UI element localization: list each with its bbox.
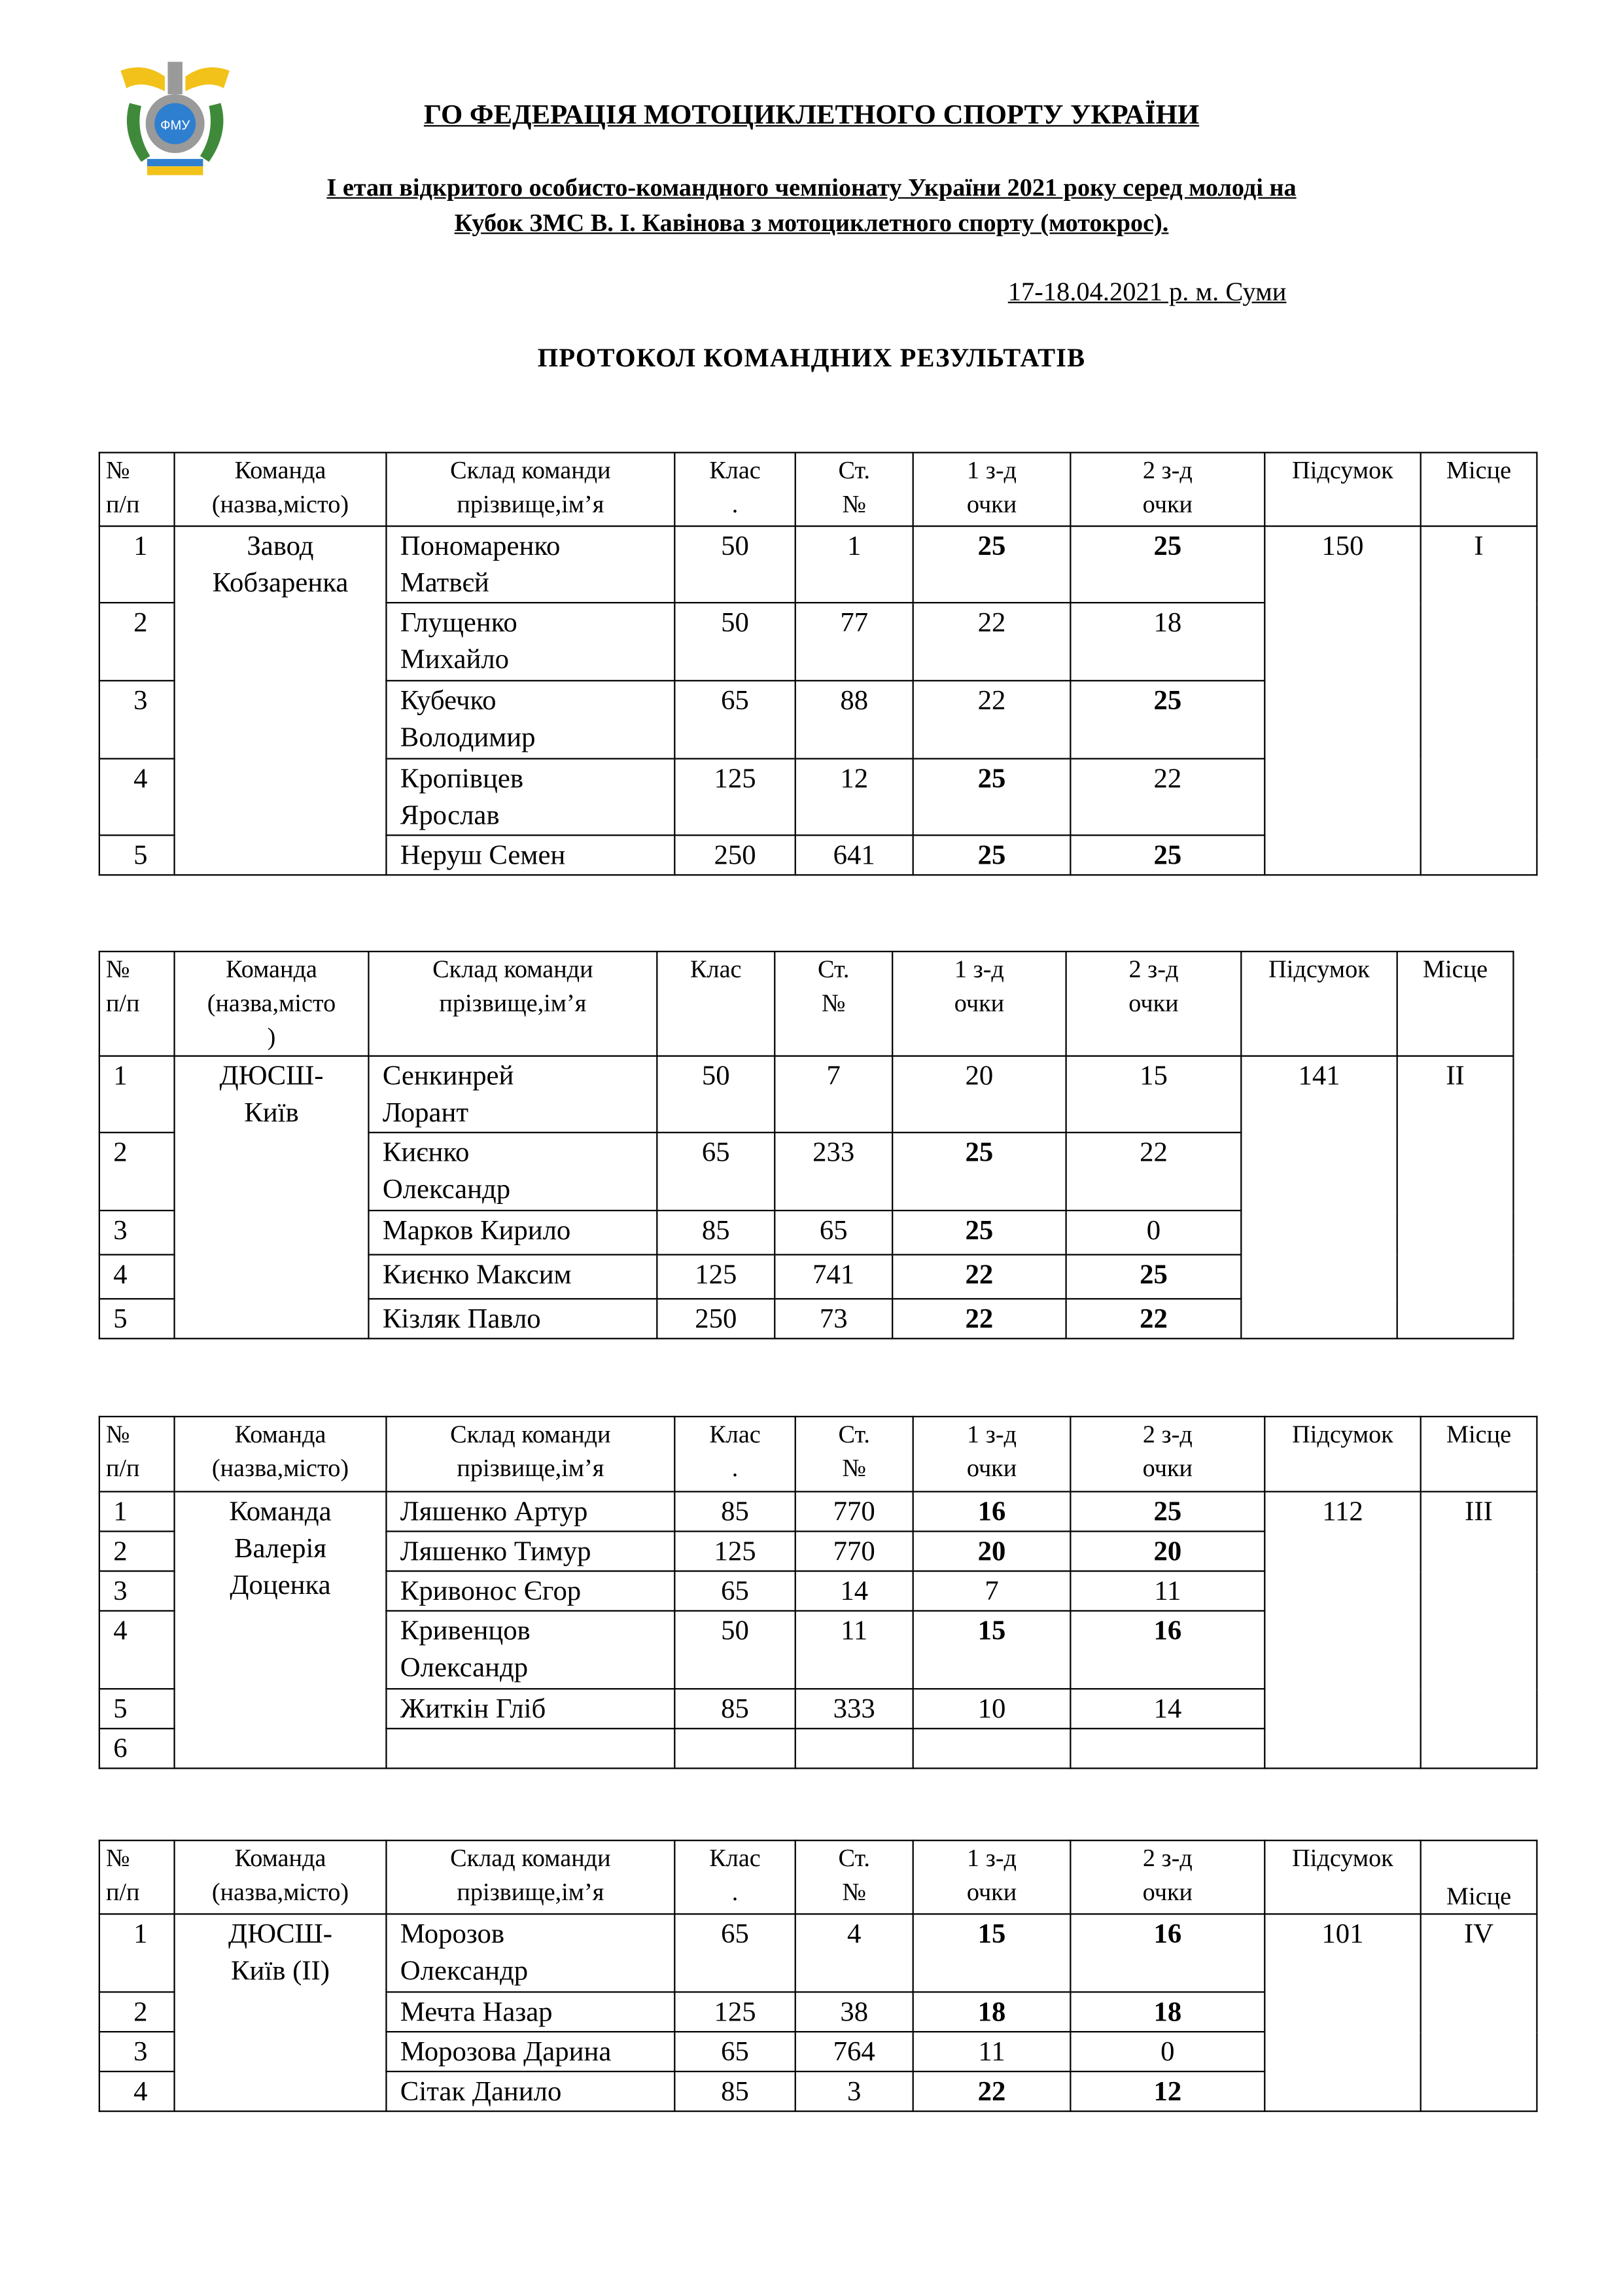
col-number-header <box>99 1841 175 1914</box>
row-number: 5 <box>99 835 175 875</box>
race2-points: 25 <box>1070 526 1265 603</box>
col-place-header <box>1421 1841 1537 1914</box>
rider-class: 250 <box>657 1299 775 1339</box>
col-members-header <box>386 453 674 526</box>
rider-class: 85 <box>674 2072 795 2111</box>
text-line: Володимир <box>400 722 536 754</box>
col-total-header <box>1241 951 1397 1056</box>
text-line: Підсумок <box>1292 456 1393 485</box>
col-total-header <box>1265 1417 1420 1492</box>
col-place-header <box>1421 453 1537 526</box>
col-start-number-header <box>775 951 892 1056</box>
text-line: Пономаренко <box>400 531 561 563</box>
rider-class: 85 <box>657 1210 775 1254</box>
text-line: Мечта Назар <box>400 1997 553 2028</box>
col-class-header <box>674 1417 795 1492</box>
text-line: Кривенцов <box>400 1616 531 1647</box>
row-number: 1 <box>99 1914 175 1992</box>
rider-class: 125 <box>674 759 795 836</box>
text-line: (назва,місто) <box>211 490 349 518</box>
rider-name <box>386 1729 674 1769</box>
race2-points: 20 <box>1070 1531 1265 1571</box>
header-row <box>99 1417 1537 1492</box>
col-class-header <box>674 453 795 526</box>
text-line: очки <box>954 989 1005 1017</box>
race2-points <box>1070 1729 1265 1769</box>
text-line: (назва,місто) <box>211 1454 349 1483</box>
text-line: № <box>105 1844 130 1873</box>
race2-points: 22 <box>1070 759 1265 836</box>
start-number: 12 <box>795 759 913 836</box>
race1-points: 7 <box>913 1571 1071 1611</box>
text-line: № <box>842 1878 866 1906</box>
text-line: Олександр <box>400 1956 529 1987</box>
row-number: 4 <box>99 1255 175 1299</box>
text-line: . <box>731 1878 739 1906</box>
team-name <box>175 526 387 875</box>
race2-points: 0 <box>1070 2032 1265 2072</box>
text-line: Команда <box>234 456 326 485</box>
start-number: 65 <box>775 1210 892 1254</box>
start-number: 741 <box>775 1255 892 1299</box>
rider-class <box>674 1729 795 1769</box>
text-line: Марков Кирило <box>382 1215 571 1247</box>
race1-points: 22 <box>913 603 1071 680</box>
text-line: Місце <box>1446 456 1512 485</box>
start-number: 77 <box>795 603 913 680</box>
rider-name <box>386 2072 674 2111</box>
race1-points: 22 <box>913 2072 1071 2111</box>
race1-points: 16 <box>913 1492 1071 1532</box>
text-line: 1 з-д <box>954 955 1004 983</box>
text-line: Сенкинрей <box>382 1061 514 1092</box>
header-row <box>99 453 1537 526</box>
col-members-header <box>386 1417 674 1492</box>
rider-name <box>386 835 674 875</box>
text-line: 2 з-д <box>1142 456 1193 485</box>
race1-points: 18 <box>913 1992 1071 2032</box>
text-line: Глущенко <box>400 607 517 639</box>
start-number: 14 <box>795 1571 913 1611</box>
text-line: № <box>105 955 130 983</box>
rider-class: 50 <box>674 526 795 603</box>
svg-text:ФМУ: ФМУ <box>160 118 190 133</box>
text-line: Житкін Гліб <box>400 1693 546 1725</box>
text-line: Морозова Дарина <box>400 2037 612 2068</box>
row-number: 3 <box>99 1571 175 1611</box>
text-line: очки <box>966 1454 1017 1483</box>
team-total: 141 <box>1241 1056 1397 1339</box>
rider-name <box>386 680 674 758</box>
text-line: Підсумок <box>1292 1420 1393 1449</box>
table-row <box>99 1056 1514 1133</box>
start-number: 333 <box>795 1689 913 1729</box>
text-line: Ст. <box>838 1420 870 1449</box>
text-line: очки <box>1142 490 1193 518</box>
race2-points: 14 <box>1070 1689 1265 1729</box>
row-number: 4 <box>99 2072 175 2111</box>
col-race1-header <box>892 951 1066 1056</box>
col-start-number-header <box>795 1417 913 1492</box>
text-line: очки <box>966 490 1017 518</box>
rider-class: 65 <box>674 1914 795 1992</box>
start-number: 11 <box>795 1611 913 1689</box>
table-row <box>99 1492 1537 1532</box>
start-number: 233 <box>775 1133 892 1210</box>
rider-name <box>386 1492 674 1532</box>
text-line: Кубечко <box>400 686 497 717</box>
team-results-table <box>99 1840 1538 2112</box>
row-number: 4 <box>99 759 175 836</box>
team-total: 150 <box>1265 526 1420 875</box>
text-line: Підсумок <box>1292 1844 1393 1873</box>
text-line: Морозов <box>400 1919 505 1951</box>
col-members-header <box>386 1841 674 1914</box>
row-number: 5 <box>99 1689 175 1729</box>
rider-name <box>386 759 674 836</box>
text-line: Місце <box>1446 1420 1512 1449</box>
col-race1-header <box>913 1417 1071 1492</box>
text-line: Місце <box>1423 955 1488 983</box>
rider-class: 50 <box>674 603 795 680</box>
rider-name <box>368 1056 657 1133</box>
start-number: 764 <box>795 2032 913 2072</box>
col-race1-header <box>913 453 1071 526</box>
text-line: Ст. <box>818 955 850 983</box>
text-line: 1 з-д <box>967 1420 1017 1449</box>
rider-class: 50 <box>657 1056 775 1133</box>
text-line: Команда <box>226 955 317 983</box>
race2-points: 12 <box>1070 2072 1265 2111</box>
team-total: 112 <box>1265 1492 1420 1769</box>
header-row <box>99 1841 1537 1914</box>
row-number: 2 <box>99 1992 175 2032</box>
rider-name <box>386 1914 674 1992</box>
col-team-header <box>175 951 369 1056</box>
col-race2-header <box>1070 1417 1265 1492</box>
team-name <box>175 1914 387 2111</box>
text-line: Місце <box>1446 1882 1512 1911</box>
text-line: № <box>105 1420 130 1449</box>
text-line: Матвєй <box>400 568 489 599</box>
text-line: . <box>731 490 739 518</box>
col-number-header <box>99 453 175 526</box>
start-number <box>795 1729 913 1769</box>
team-name <box>175 1056 369 1339</box>
row-number: 3 <box>99 1210 175 1254</box>
text-line: (назва,місто <box>207 989 336 1017</box>
start-number: 38 <box>795 1992 913 2032</box>
text-line: № <box>842 1454 866 1483</box>
race2-points: 18 <box>1070 603 1265 680</box>
rider-name <box>386 526 674 603</box>
text-line: ДЮСШ- <box>228 1919 332 1951</box>
race2-points: 22 <box>1066 1133 1242 1210</box>
start-number: 3 <box>795 2072 913 2111</box>
event-title-line1: І етап відкритого особисто-командного чемпіонату України 2021 року серед молоді на <box>326 173 1297 202</box>
start-number: 641 <box>795 835 913 875</box>
row-number: 4 <box>99 1611 175 1689</box>
rider-name <box>368 1299 657 1339</box>
text-line: очки <box>966 1878 1017 1906</box>
col-race2-header <box>1066 951 1242 1056</box>
date-place: 17-18.04.2021 р. м. Суми <box>1007 276 1287 306</box>
organization-title: ГО ФЕДЕРАЦІЯ МОТОЦИКЛЕТНОГО СПОРТУ УКРАЇНИ <box>423 99 1200 132</box>
col-race1-header <box>913 1841 1071 1914</box>
race1-points: 22 <box>913 680 1071 758</box>
start-number: 770 <box>795 1531 913 1571</box>
rider-class: 65 <box>657 1133 775 1210</box>
text-line: Київ (ІІ) <box>230 1956 330 1987</box>
text-line: Кізляк Павло <box>382 1303 541 1335</box>
protocol-title: ПРОТОКОЛ КОМАНДНИХ РЕЗУЛЬТАТІВ <box>537 343 1086 373</box>
rider-class: 65 <box>674 680 795 758</box>
event-title-line2: Кубок ЗМС В. І. Кавінова з мотоциклетного спорту (мотокрос). <box>454 209 1169 238</box>
team-total: 101 <box>1265 1914 1420 2111</box>
text-line: Клас <box>709 1420 761 1449</box>
text-line: № <box>105 456 130 485</box>
col-number-header <box>99 1417 175 1492</box>
team-place: I <box>1421 526 1537 875</box>
race1-points: 15 <box>913 1611 1071 1689</box>
race1-points: 25 <box>913 526 1071 603</box>
text-line: Михайло <box>400 645 510 676</box>
team-results-table <box>99 951 1514 1339</box>
text-line: очки <box>1128 989 1179 1017</box>
race2-points: 11 <box>1070 1571 1265 1611</box>
text-line: прізвище,ім’я <box>439 989 587 1017</box>
race2-points: 16 <box>1070 1611 1265 1689</box>
row-number: 2 <box>99 1133 175 1210</box>
text-line: Команда <box>234 1844 326 1873</box>
start-number: 770 <box>795 1492 913 1532</box>
team-results-table <box>99 1416 1538 1769</box>
rider-class: 85 <box>674 1689 795 1729</box>
row-number: 2 <box>99 1531 175 1571</box>
text-line: Валерія <box>234 1533 327 1565</box>
race1-points: 11 <box>913 2032 1071 2072</box>
text-line: (назва,місто) <box>211 1878 349 1906</box>
text-line: прізвище,ім’я <box>457 1878 604 1906</box>
rider-name <box>386 1531 674 1571</box>
col-race2-header <box>1070 1841 1265 1914</box>
race1-points: 10 <box>913 1689 1071 1729</box>
race1-points: 25 <box>892 1133 1066 1210</box>
text-line: Сітак Данило <box>400 2076 562 2108</box>
race1-points: 20 <box>913 1531 1071 1571</box>
race1-points: 25 <box>913 835 1071 875</box>
start-number: 73 <box>775 1299 892 1339</box>
start-number: 1 <box>795 526 913 603</box>
text-line: Ст. <box>838 456 870 485</box>
text-line: Команда <box>234 1420 326 1449</box>
col-place-header <box>1397 951 1514 1056</box>
text-line: Києнко <box>382 1137 470 1169</box>
text-line: Склад команди <box>432 955 593 983</box>
text-line: Завод <box>247 531 314 563</box>
text-line: Доценка <box>230 1570 331 1602</box>
text-line: Клас <box>709 456 761 485</box>
col-class-header <box>657 951 775 1056</box>
race1-points: 20 <box>892 1056 1066 1133</box>
text-line: очки <box>1142 1454 1193 1483</box>
text-line: п/п <box>105 490 140 518</box>
table-row <box>99 1914 1537 1992</box>
text-line: 1 з-д <box>967 1844 1017 1873</box>
team-name <box>175 1492 387 1769</box>
text-line: Києнко Максим <box>382 1260 572 1291</box>
text-line: 2 з-д <box>1142 1844 1193 1873</box>
race2-points: 18 <box>1070 1992 1265 2032</box>
text-line: Ляшенко Артур <box>400 1496 588 1528</box>
text-line: Кривонос Єгор <box>400 1576 582 1608</box>
team-results-table <box>99 452 1538 876</box>
row-number: 2 <box>99 603 175 680</box>
col-team-header <box>175 1841 387 1914</box>
race2-points: 22 <box>1066 1299 1242 1339</box>
rider-name <box>386 2032 674 2072</box>
rider-name <box>386 1689 674 1729</box>
text-line: Склад команди <box>450 456 611 485</box>
start-number: 88 <box>795 680 913 758</box>
text-line: Олександр <box>400 1652 529 1684</box>
rider-class: 65 <box>674 2032 795 2072</box>
race1-points: 25 <box>892 1210 1066 1254</box>
race2-points: 25 <box>1070 680 1265 758</box>
row-number: 3 <box>99 680 175 758</box>
race1-points: 22 <box>892 1255 1066 1299</box>
team-place: III <box>1421 1492 1537 1769</box>
text-line: Київ <box>244 1097 299 1129</box>
text-line: Лорант <box>382 1097 469 1129</box>
text-line: Олександр <box>382 1174 511 1206</box>
start-number: 4 <box>795 1914 913 1992</box>
rider-class: 85 <box>674 1492 795 1532</box>
text-line: прізвище,ім’я <box>457 1454 604 1483</box>
race2-points: 0 <box>1066 1210 1242 1254</box>
text-line: Ст. <box>838 1844 870 1873</box>
text-line: Ляшенко Тимур <box>400 1536 591 1568</box>
text-line: Склад команди <box>450 1844 611 1873</box>
col-race2-header <box>1070 453 1265 526</box>
rider-name <box>386 1992 674 2032</box>
row-number: 1 <box>99 526 175 603</box>
text-line: 1 з-д <box>967 456 1017 485</box>
text-line: очки <box>1142 1878 1193 1906</box>
rider-class: 50 <box>674 1611 795 1689</box>
start-number: 7 <box>775 1056 892 1133</box>
race1-points: 15 <box>913 1914 1071 1992</box>
text-line: Кобзаренка <box>212 568 349 599</box>
row-number: 1 <box>99 1492 175 1532</box>
table-row <box>99 526 1537 603</box>
col-team-header <box>175 1417 387 1492</box>
col-total-header <box>1265 1841 1420 1914</box>
text-line: № <box>821 989 846 1017</box>
race2-points: 15 <box>1066 1056 1242 1133</box>
text-line: Склад команди <box>450 1420 611 1449</box>
rider-name <box>368 1255 657 1299</box>
rider-name <box>386 603 674 680</box>
text-line: п/п <box>105 989 140 1017</box>
text-line: Команда <box>229 1496 332 1528</box>
race2-points: 25 <box>1070 835 1265 875</box>
text-line: Кропівцев <box>400 764 524 795</box>
text-line: Підсумок <box>1268 955 1370 983</box>
col-total-header <box>1265 453 1420 526</box>
rider-class: 65 <box>674 1571 795 1611</box>
col-start-number-header <box>795 1841 913 1914</box>
col-place-header <box>1421 1417 1537 1492</box>
text-line: Клас <box>709 1844 761 1873</box>
rider-name <box>386 1571 674 1611</box>
race2-points: 16 <box>1070 1914 1265 1992</box>
race2-points: 25 <box>1070 1492 1265 1532</box>
team-place: II <box>1397 1056 1514 1339</box>
rider-class: 125 <box>674 1531 795 1571</box>
rider-class: 125 <box>674 1992 795 2032</box>
rider-name <box>368 1133 657 1210</box>
team-place: IV <box>1421 1914 1537 2111</box>
text-line: прізвище,ім’я <box>457 490 604 518</box>
race2-points: 25 <box>1066 1255 1242 1299</box>
race1-points: 22 <box>892 1299 1066 1339</box>
rider-class: 250 <box>674 835 795 875</box>
row-number: 5 <box>99 1299 175 1339</box>
row-number: 6 <box>99 1729 175 1769</box>
text-line: п/п <box>105 1454 140 1483</box>
col-class-header <box>674 1841 795 1914</box>
race1-points <box>913 1729 1071 1769</box>
text-line: 2 з-д <box>1128 955 1179 983</box>
row-number: 3 <box>99 2032 175 2072</box>
col-members-header <box>368 951 657 1056</box>
col-number-header <box>99 951 175 1056</box>
rider-class: 125 <box>657 1255 775 1299</box>
text-line: ) <box>267 1023 276 1051</box>
header-row <box>99 951 1514 1056</box>
text-line: п/п <box>105 1878 140 1906</box>
text-line: № <box>842 490 866 518</box>
text-line: 2 з-д <box>1142 1420 1193 1449</box>
col-start-number-header <box>795 453 913 526</box>
text-line: Ярослав <box>400 800 500 832</box>
col-team-header <box>175 453 387 526</box>
text-line: . <box>731 1454 739 1483</box>
text-line: Клас <box>689 955 742 983</box>
rider-name <box>386 1611 674 1689</box>
rider-name <box>368 1210 657 1254</box>
text-line: Неруш Семен <box>400 840 566 872</box>
text-line: ДЮСШ- <box>219 1061 324 1092</box>
row-number: 1 <box>99 1056 175 1133</box>
race1-points: 25 <box>913 759 1071 836</box>
